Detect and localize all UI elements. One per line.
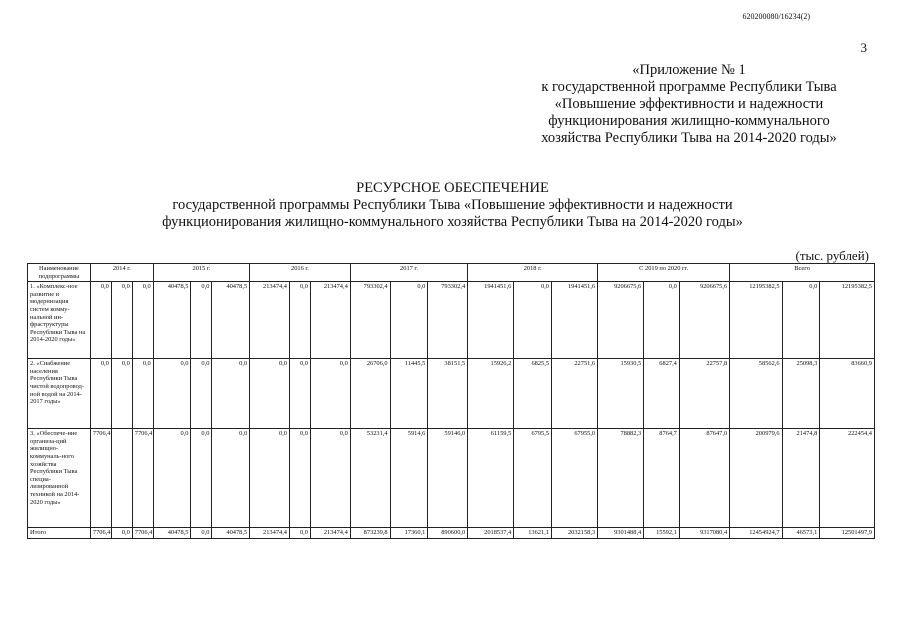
value-cell: 890600,0	[428, 528, 468, 539]
value-cell: 25098,3	[782, 359, 820, 429]
value-cell: 38151,5	[428, 359, 468, 429]
value-cell: 0,0	[191, 359, 212, 429]
value-cell: 61159,5	[468, 429, 514, 528]
value-cell: 1941451,6	[468, 282, 514, 359]
value-cell: 6827,4	[644, 359, 680, 429]
value-cell: 793302,4	[350, 282, 390, 359]
value-cell: 0,0	[250, 359, 290, 429]
value-cell: 0,0	[644, 282, 680, 359]
value-cell: 2032158,3	[552, 528, 598, 539]
value-cell: 213474,4	[250, 282, 290, 359]
value-cell: 40478,5	[153, 528, 191, 539]
value-cell: 7706,4	[132, 429, 153, 528]
document-title	[0, 180, 905, 231]
value-cell: 213474,4	[250, 528, 290, 539]
value-cell: 0,0	[250, 429, 290, 528]
value-cell: 15930,5	[598, 359, 644, 429]
value-cell: 0,0	[290, 282, 311, 359]
value-cell: 6825,5	[514, 359, 552, 429]
appendix-line: функционирования жилищно-коммунального	[548, 113, 830, 129]
value-cell: 15592,1	[644, 528, 680, 539]
value-cell: 12501497,9	[820, 528, 875, 539]
value-cell: 87647,0	[679, 429, 729, 528]
row-name-cell: 2. «Снабжение населения Республики Тыва чистой водопровод-ной водой на 2014-2017 годы»	[28, 359, 91, 429]
value-cell: 2018537,4	[468, 528, 514, 539]
value-cell: 40478,5	[153, 282, 191, 359]
value-cell: 17360,1	[390, 528, 428, 539]
header-period-cell: 2014 г.	[90, 264, 153, 282]
value-cell: 53231,4	[350, 429, 390, 528]
value-cell: 83660,9	[820, 359, 875, 429]
header-period-cell: 2015 г.	[153, 264, 249, 282]
value-cell: 0,0	[153, 429, 191, 528]
value-cell: 0,0	[310, 359, 350, 429]
table-row	[28, 429, 875, 528]
header-period-cell: Всего	[730, 264, 875, 282]
value-cell: 0,0	[290, 528, 311, 539]
header-period-cell: 2017 г.	[350, 264, 467, 282]
table-header-row	[28, 264, 875, 282]
value-cell: 7706,4	[90, 528, 111, 539]
value-cell: 8764,7	[644, 429, 680, 528]
value-cell: 9206675,6	[598, 282, 644, 359]
value-cell: 26706,0	[350, 359, 390, 429]
value-cell: 0,0	[153, 359, 191, 429]
value-cell: 0,0	[191, 282, 212, 359]
value-cell: 0,0	[132, 359, 153, 429]
value-cell: 0,0	[111, 359, 132, 429]
value-cell: 213474,4	[310, 528, 350, 539]
value-cell: 7706,4	[90, 429, 111, 528]
value-cell: 0,0	[782, 282, 820, 359]
value-cell: 9206675,6	[679, 282, 729, 359]
value-cell: 200979,6	[730, 429, 782, 528]
value-cell: 793302,4	[428, 282, 468, 359]
value-cell: 213474,4	[310, 282, 350, 359]
value-cell	[111, 429, 132, 528]
title-line: РЕСУРСНОЕ ОБЕСПЕЧЕНИЕ	[356, 180, 549, 196]
header-period-cell: 2018 г.	[468, 264, 598, 282]
table-total-row	[28, 528, 875, 539]
value-cell: 67955,0	[552, 429, 598, 528]
value-cell: 873239,8	[350, 528, 390, 539]
units-label: (тыс. рублей)	[795, 248, 869, 263]
value-cell: 0,0	[90, 359, 111, 429]
title-line: функционирования жилищно-коммунального хозяйства Республики Тыва на 2014-2020 годы»	[162, 214, 743, 230]
value-cell: 7706,4	[132, 528, 153, 539]
row-name-cell: 3. «Обеспече-ние организа-ций жилищно-коммуналь-ного хозяйства Республики Тыва специа-лизированной техникой на 2014-2020 годы»	[28, 429, 91, 528]
value-cell: 15926,2	[468, 359, 514, 429]
row-name-cell: 1. «Комплекс-ное развитие и модернизация систем комму-нальной ин-фраструктуры Республики Тыва на 2014-2020 годы»	[28, 282, 91, 359]
resource-table	[27, 263, 875, 539]
header-period-cell: С 2019 по 2020 гг.	[598, 264, 730, 282]
appendix-heading	[509, 62, 869, 147]
appendix-line: «Приложение № 1	[632, 62, 746, 78]
value-cell: 12195382,5	[820, 282, 875, 359]
title-line: государственной программы Республики Тыва «Повышение эффективности и надежности	[172, 197, 733, 213]
value-cell: 0,0	[390, 282, 428, 359]
value-cell: 22757,8	[679, 359, 729, 429]
value-cell: 40478,5	[212, 282, 250, 359]
document-code: 620200080/16234(2)	[742, 12, 810, 21]
value-cell: 6795,5	[514, 429, 552, 528]
value-cell: 9301488,4	[598, 528, 644, 539]
value-cell: 0,0	[212, 359, 250, 429]
table-row	[28, 282, 875, 359]
value-cell: 78882,3	[598, 429, 644, 528]
value-cell: 12454924,7	[730, 528, 782, 539]
header-period-cell: 2016 г.	[250, 264, 351, 282]
value-cell: 0,0	[111, 282, 132, 359]
value-cell: 0,0	[290, 359, 311, 429]
value-cell: 11445,5	[390, 359, 428, 429]
value-cell: 0,0	[191, 429, 212, 528]
value-cell: 0,0	[191, 528, 212, 539]
value-cell: 0,0	[514, 282, 552, 359]
value-cell: 0,0	[310, 429, 350, 528]
value-cell: 0,0	[90, 282, 111, 359]
value-cell: 0,0	[111, 528, 132, 539]
value-cell: 0,0	[132, 282, 153, 359]
appendix-line: к государственной программе Республики Тыва	[541, 79, 837, 95]
row-name-cell: Итого	[28, 528, 91, 539]
appendix-line: хозяйства Республики Тыва на 2014-2020 годы»	[541, 130, 837, 146]
page-number: 3	[860, 40, 867, 55]
value-cell: 1941451,6	[552, 282, 598, 359]
value-cell: 22751,6	[552, 359, 598, 429]
value-cell: 58562,6	[730, 359, 782, 429]
value-cell: 0,0	[212, 429, 250, 528]
value-cell: 21474,8	[782, 429, 820, 528]
value-cell: 222454,4	[820, 429, 875, 528]
value-cell: 5914,6	[390, 429, 428, 528]
value-cell: 9317080,4	[679, 528, 729, 539]
value-cell: 59146,0	[428, 429, 468, 528]
value-cell: 13621,1	[514, 528, 552, 539]
value-cell: 0,0	[290, 429, 311, 528]
value-cell: 40478,5	[212, 528, 250, 539]
appendix-line: «Повышение эффективности и надежности	[554, 96, 824, 112]
table-row	[28, 359, 875, 429]
header-name-cell: Наименование подпрограммы	[28, 264, 91, 282]
value-cell: 12195382,5	[730, 282, 782, 359]
value-cell: 46573,1	[782, 528, 820, 539]
